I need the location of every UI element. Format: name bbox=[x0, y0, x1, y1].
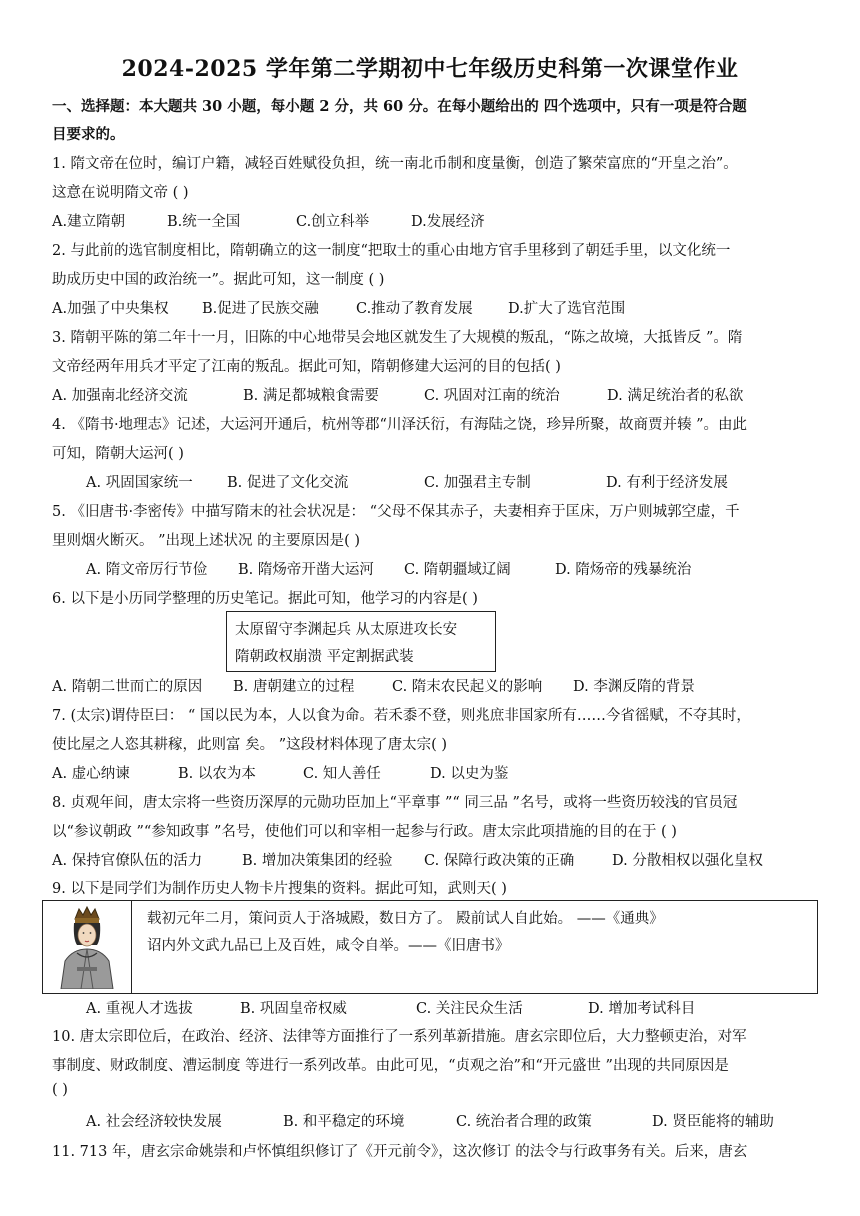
question-3-option-c: C. 巩固对江南的统治 bbox=[424, 388, 560, 404]
question-1-option-a: A.建立隋朝 bbox=[52, 214, 126, 230]
question-4-line1: 4. 《隋书·地理志》记述，大运河开通后，杭州等郡“川泽沃衍，有海陆之饶，珍异所聚，故商贾并辏 ”。由此 bbox=[52, 417, 747, 433]
question-2-option-b: B.促进了民族交融 bbox=[202, 301, 319, 317]
question-8-option-d: D. 分散相权以强化皇权 bbox=[612, 853, 763, 869]
question-9-option-c: C. 关注民众生活 bbox=[416, 1001, 523, 1017]
question-1-line1: 1. 隋文帝在位时，编订户籍，减轻百姓赋役负担，统一南北币制和度量衡，创造了繁荣富庶的“开皇之治”。 bbox=[52, 156, 738, 172]
question-3-option-b: B. 满足都城粮食需要 bbox=[243, 388, 379, 404]
question-1-option-b: B.统一全国 bbox=[167, 214, 241, 230]
question-5-line2: 里则烟火断灭。 ”出现上述状况 的主要原因是( ) bbox=[52, 533, 361, 549]
question-9-card-box bbox=[42, 900, 818, 994]
question-2-line2: 助成历史中国的政治统一”。据此可知，这一制度 ( ) bbox=[52, 272, 385, 288]
question-3-option-d: D. 满足统治者的私欲 bbox=[607, 388, 744, 404]
question-4-option-b: B. 促进了文化交流 bbox=[227, 475, 349, 491]
question-11-line1: 11. 713 年，唐玄宗命姚崇和卢怀慎组织修订了《开元前令》，这次修订 的法令与行政事务有关。后来，唐玄 bbox=[52, 1144, 748, 1160]
question-5-option-a: A. 隋文帝厉行节俭 bbox=[86, 562, 208, 578]
card-quote-2: 诏内外文武九品已上及百姓，咸令自举。——《旧唐书》 bbox=[147, 938, 510, 954]
card-quote-1: 载初元年二月，策问贡人于洛城殿，数日方了。 殿前试人自此始。 ——《通典》 bbox=[147, 911, 664, 927]
question-3-line1: 3. 隋朝平陈的第二年十一月，旧陈的中心地带吴会地区就发生了大规模的叛乱，“陈之故境，大抵皆反 ”。隋 bbox=[52, 330, 743, 346]
question-2-line1: 2. 与此前的选官制度相比，隋朝确立的这一制度“把取士的重心由地方官手里移到了朝廷手里，以文化统一 bbox=[52, 243, 731, 259]
question-9-option-a: A. 重视人才选拔 bbox=[86, 1001, 193, 1017]
question-8-option-b: B. 增加决策集团的经验 bbox=[242, 853, 393, 869]
notes-row-2: 隋朝政权崩溃 平定割据武装 bbox=[235, 649, 414, 665]
question-10-line3: ( ) bbox=[52, 1082, 68, 1098]
question-8-line2: 以“参议朝政 ”“参知政事 ”名号，使他们可以和宰相一起参与行政。唐太宗此项措施的目的在于 ( ) bbox=[52, 824, 677, 840]
question-6-option-c: C. 隋末农民起义的影响 bbox=[392, 679, 543, 695]
question-10-line2: 事制度、财政制度、漕运制度 等进行一系列改革。由此可见，“贞观之治”和“开元盛世 ”出现的共同原因是 bbox=[52, 1058, 729, 1074]
question-6-option-d: D. 李渊反隋的背景 bbox=[573, 679, 695, 695]
question-2-option-a: A.加强了中央集权 bbox=[52, 301, 169, 317]
question-6-notes-box bbox=[226, 611, 496, 672]
notes-row-1: 太原留守李渊起兵 从太原进攻长安 bbox=[235, 622, 458, 638]
section-instruction-line2: 目要求的。 bbox=[52, 126, 125, 143]
question-7-line1: 7. (太宗)谓侍臣曰： “ 国以民为本，人以食为命。若禾黍不登，则兆庶非国家所有……今省徭赋，不夺其时， bbox=[52, 708, 751, 724]
question-6-option-a: A. 隋朝二世而亡的原因 bbox=[52, 679, 203, 695]
question-5-option-b: B. 隋炀帝开凿大运河 bbox=[238, 562, 374, 578]
question-10-option-b: B. 和平稳定的环境 bbox=[283, 1114, 405, 1130]
question-2-option-c: C.推动了教育发展 bbox=[356, 301, 473, 317]
wu-zetian-portrait-icon bbox=[47, 905, 127, 989]
question-7-option-b: B. 以农为本 bbox=[178, 766, 256, 782]
question-3-line2: 文帝经两年用兵才平定了江南的叛乱。据此可知，隋朝修建大运河的目的包括( ) bbox=[52, 359, 561, 375]
section-instruction-line1: 一、选择题：本大题共 30 小题，每小题 2 分，共 60 分。在每小题给出的 四个选项中，只有一项是符合题 bbox=[52, 98, 747, 115]
question-9-option-b: B. 巩固皇帝权威 bbox=[240, 1001, 347, 1017]
question-7-option-d: D. 以史为鉴 bbox=[430, 766, 509, 782]
question-10-option-a: A. 社会经济较快发展 bbox=[86, 1114, 222, 1130]
question-2-option-d: D.扩大了选官范围 bbox=[508, 301, 626, 317]
question-7-option-c: C. 知人善任 bbox=[303, 766, 381, 782]
question-4-line2: 可知，隋朝大运河( ) bbox=[52, 446, 184, 462]
card-divider bbox=[131, 901, 132, 993]
question-9-option-d: D. 增加考试科目 bbox=[588, 1001, 696, 1017]
question-10-line1: 10. 唐太宗即位后，在政治、经济、法律等方面推行了一系列革新措施。唐玄宗即位后，大力整顿吏治，对军 bbox=[52, 1029, 747, 1045]
question-1-option-d: D.发展经济 bbox=[411, 214, 485, 230]
question-7-line2: 使比屋之人恣其耕稼，此则富 矣。 ”这段材料体现了唐太宗( ) bbox=[52, 737, 448, 753]
question-3-option-a: A. 加强南北经济交流 bbox=[52, 388, 188, 404]
question-9-line1: 9. 以下是同学们为制作历史人物卡片搜集的资料。据此可知，武则天( ) bbox=[52, 881, 507, 897]
question-4-option-a: A. 巩固国家统一 bbox=[86, 475, 193, 491]
question-7-option-a: A. 虚心纳谏 bbox=[52, 766, 130, 782]
question-10-option-c: C. 统治者合理的政策 bbox=[456, 1114, 592, 1130]
question-6-line1: 6. 以下是小历同学整理的历史笔记。据此可知，他学习的内容是( ) bbox=[52, 591, 478, 607]
question-10-option-d: D. 贤臣能将的辅助 bbox=[652, 1114, 774, 1130]
question-1-line2: 这意在说明隋文帝 ( ) bbox=[52, 185, 189, 201]
question-4-option-d: D. 有利于经济发展 bbox=[606, 475, 728, 491]
question-8-line1: 8. 贞观年间，唐太宗将一些资历深厚的元勋功臣加上“平章事 ”“ 同三品 ”名号，或将一些资历较浅的官员冠 bbox=[52, 795, 738, 811]
question-5-option-c: C. 隋朝疆域辽阔 bbox=[404, 562, 511, 578]
question-8-option-a: A. 保持官僚队伍的活力 bbox=[52, 853, 203, 869]
page-title: 2024-2025 学年第二学期初中七年级历史科第一次课堂作业 bbox=[121, 56, 739, 82]
question-6-option-b: B. 唐朝建立的过程 bbox=[233, 679, 355, 695]
question-4-option-c: C. 加强君主专制 bbox=[424, 475, 531, 491]
question-1-option-c: C.创立科举 bbox=[296, 214, 370, 230]
question-8-option-c: C. 保障行政决策的正确 bbox=[424, 853, 575, 869]
question-5-line1: 5. 《旧唐书·李密传》中描写隋末的社会状况是： “父母不保其赤子，夫妻相弃于匡床，万户则城郭空虚，千 bbox=[52, 504, 740, 520]
question-5-option-d: D. 隋炀帝的残暴统治 bbox=[555, 562, 692, 578]
